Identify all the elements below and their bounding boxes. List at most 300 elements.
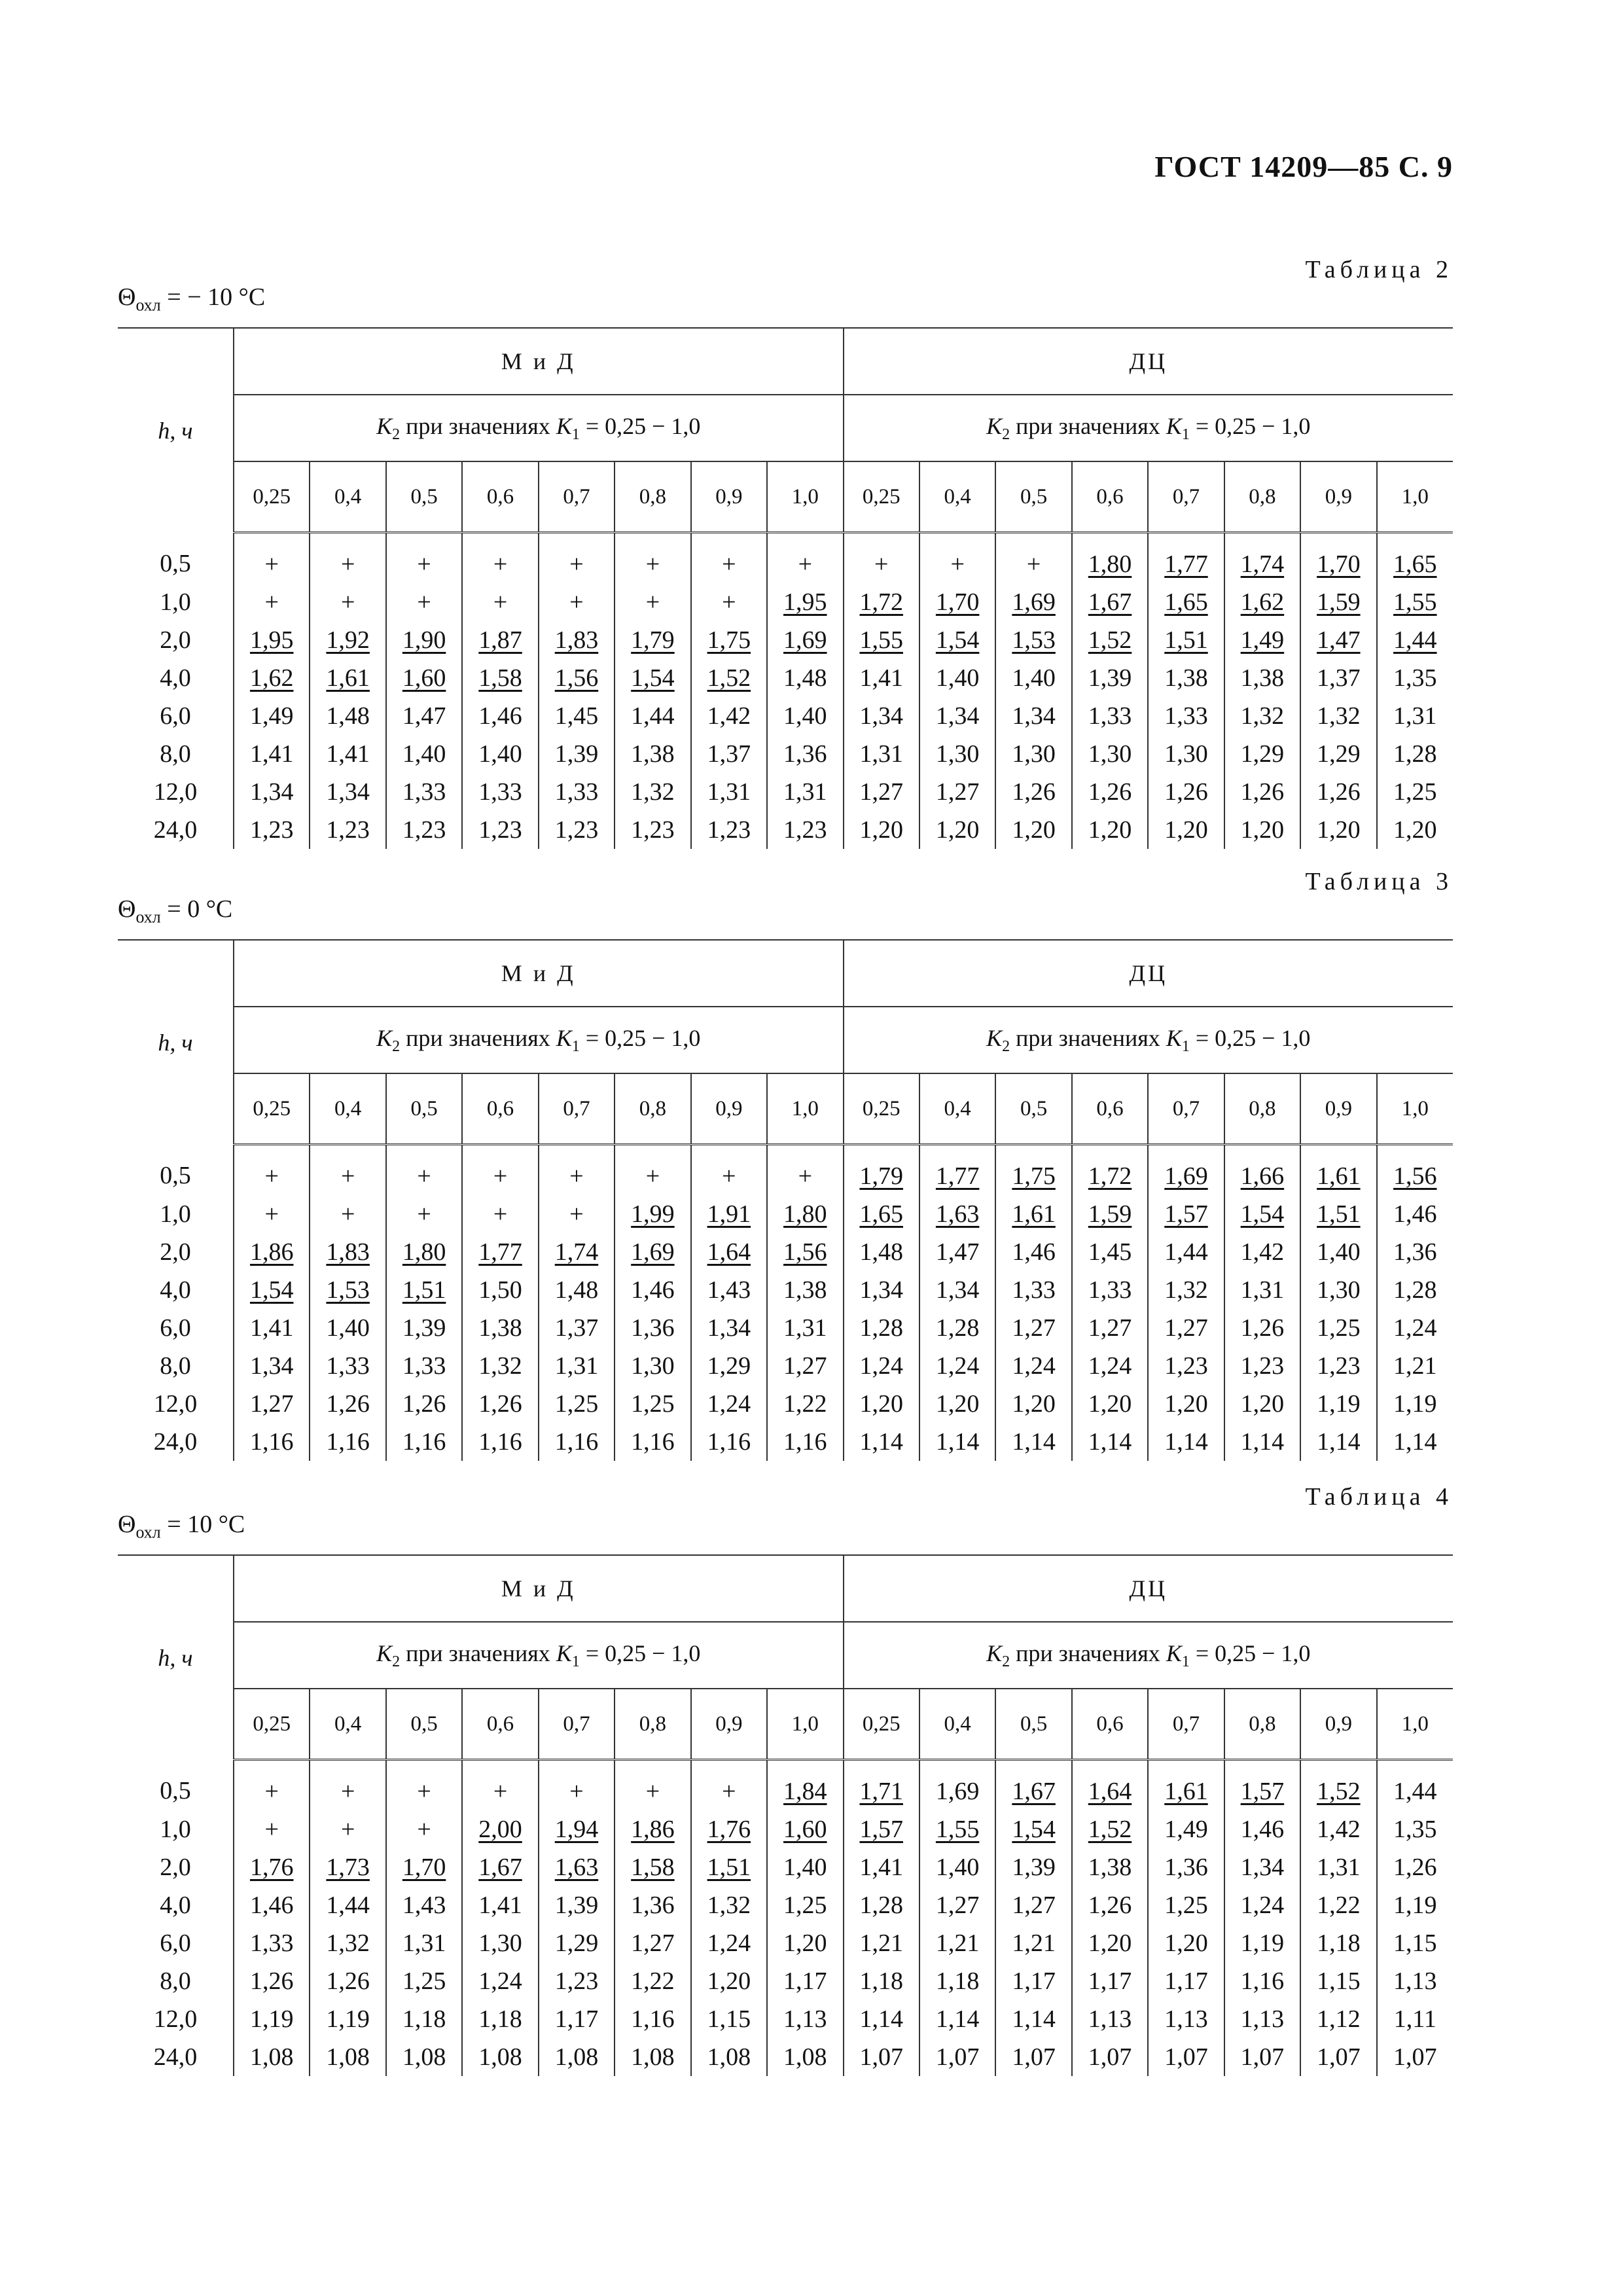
k2-value-cell <box>1072 1385 1148 1423</box>
h-value: 6,0 <box>160 1314 191 1342</box>
k2-value: 1,43 <box>402 1892 446 1919</box>
cooling-temperature-condition <box>118 1510 245 1543</box>
k2-value-cell <box>310 1233 385 1271</box>
k2-value: 1,35 <box>1393 1816 1437 1843</box>
k2-value-cell <box>615 1309 690 1347</box>
k2-value-cell <box>919 1848 995 1886</box>
k2-value: 1,40 <box>478 740 522 768</box>
k2-value: 1,56 <box>554 664 599 692</box>
h-value: 0,5 <box>160 1777 191 1805</box>
k2-label: при значениях <box>406 1024 550 1051</box>
k2-value-cell <box>539 697 615 735</box>
h-value: 8,0 <box>160 740 191 768</box>
k2-value: 1,27 <box>935 778 980 806</box>
k2-value-cell <box>234 659 310 697</box>
k2-value-cell <box>919 697 995 735</box>
k2-value: 1,20 <box>1240 1390 1285 1418</box>
k2-value: 1,27 <box>1164 1314 1208 1342</box>
k2-value: 1,19 <box>326 2005 370 2033</box>
k2-value-cell <box>1300 2000 1376 2038</box>
k2-value-cell <box>1377 659 1453 697</box>
k2-value: 1,07 <box>1012 2043 1056 2071</box>
k2-value-cell <box>539 811 615 849</box>
k2-value: 1,25 <box>1317 1314 1361 1342</box>
k2-value: + <box>569 550 584 578</box>
k2-value-cell <box>1072 1145 1148 1196</box>
k2-value: 1,30 <box>478 1929 522 1957</box>
k2-value-cell <box>1377 773 1453 811</box>
k2-value-cell <box>1072 811 1148 849</box>
k2-value: 1,24 <box>478 1967 522 1995</box>
k2-value-cell <box>1072 1886 1148 1924</box>
k2-value: 1,44 <box>1164 1238 1208 1266</box>
k2-value-cell <box>234 1309 310 1347</box>
table-body <box>118 1760 1453 2077</box>
k2-value-cell <box>539 1886 615 1924</box>
k2-value-cell <box>539 2000 615 2038</box>
k2-value-cell <box>1072 1962 1148 2000</box>
k2-value-cell <box>1377 621 1453 659</box>
k2-value-cell <box>1072 697 1148 735</box>
k2-value-cell <box>995 1385 1071 1423</box>
k2-value-cell <box>1224 621 1300 659</box>
k2-value-cell <box>462 1347 538 1385</box>
k2-value: 1,76 <box>707 1816 751 1843</box>
k2-value: 1,15 <box>1317 1967 1361 1995</box>
k2-value: 1,23 <box>783 816 827 844</box>
k2-value: 1,79 <box>631 626 675 654</box>
k2-value: 1,14 <box>859 1428 903 1456</box>
k2-value-cell <box>386 1962 462 2000</box>
k2-value-cell <box>1224 697 1300 735</box>
k2-value-cell <box>310 1760 385 1811</box>
table-row <box>118 583 1453 621</box>
k2-value: 1,32 <box>326 1929 370 1957</box>
k2-value-cell <box>1224 773 1300 811</box>
k2-value-cell <box>539 533 615 584</box>
k2-value: 1,53 <box>1012 626 1056 654</box>
k2-value-cell <box>462 1848 538 1886</box>
k2-value: 1,48 <box>554 1276 599 1304</box>
k2-value-cell <box>234 1962 310 2000</box>
k2-value: 1,26 <box>1393 1854 1437 1881</box>
k2-value: 1,54 <box>1012 1816 1056 1843</box>
k2-value: 1,26 <box>478 1390 522 1418</box>
k2-value-cell <box>691 2000 767 2038</box>
k2-value: 1,42 <box>707 702 751 730</box>
k2-value: 1,28 <box>1393 1276 1437 1304</box>
k1-value-header: 1,0 <box>1377 1689 1453 1760</box>
k2-value: 1,65 <box>1164 588 1208 616</box>
k2-value-cell <box>1224 1423 1300 1461</box>
k2-value-cell <box>691 583 767 621</box>
k2-value-cell <box>386 1848 462 1886</box>
table-row <box>118 659 1453 697</box>
k2-value-cell <box>1072 2000 1148 2038</box>
k2-value: 1,23 <box>326 816 370 844</box>
k2-value-cell <box>1377 697 1453 735</box>
k2-value: 1,19 <box>1240 1929 1285 1957</box>
k2-label: при значениях <box>406 412 550 439</box>
k2-value-cell <box>1148 2038 1224 2076</box>
table-row <box>118 1347 1453 1385</box>
k2-value: 1,30 <box>631 1352 675 1380</box>
k2-value: 1,14 <box>1164 1428 1208 1456</box>
k2-value: 1,57 <box>1240 1778 1285 1805</box>
k2-value-cell <box>386 621 462 659</box>
k2-value-cell <box>844 659 919 697</box>
k2-value-cell <box>1377 1145 1453 1196</box>
k2-value-cell <box>615 621 690 659</box>
k2-value: 1,20 <box>1240 816 1285 844</box>
k2-value: 1,31 <box>859 740 903 768</box>
k2-value: + <box>645 1778 660 1805</box>
k2-value-cell <box>1072 735 1148 773</box>
k2-value-cell <box>767 1886 843 1924</box>
k2-value-cell <box>844 773 919 811</box>
k2-value: 1,36 <box>631 1892 675 1919</box>
k2-value-cell <box>462 659 538 697</box>
k2-value-cell <box>310 1385 385 1423</box>
table-row <box>118 773 1453 811</box>
k2-value-cell <box>615 1145 690 1196</box>
k2-value: 1,57 <box>859 1816 903 1843</box>
k2-value: + <box>417 1162 431 1190</box>
k2-value: 1,61 <box>1012 1200 1056 1228</box>
k2-value: 1,60 <box>783 1816 827 1843</box>
k2-value: 1,24 <box>707 1929 751 1957</box>
k2-value-cell <box>691 1962 767 2000</box>
k2-value: 1,69 <box>783 626 827 654</box>
k2-value: 1,64 <box>707 1238 751 1266</box>
k2-value: 1,23 <box>249 816 294 844</box>
k2-value-cell <box>1148 1145 1224 1196</box>
k2-value-cell <box>234 1271 310 1309</box>
k2-value-cell <box>995 1271 1071 1309</box>
h-value: 4,0 <box>160 1892 191 1919</box>
k2-value-cell <box>691 621 767 659</box>
k2-value: 1,16 <box>631 2005 675 2033</box>
k2-value-cell <box>691 1810 767 1848</box>
k2-value-cell <box>1300 1962 1376 2000</box>
k2-value-cell <box>1148 1848 1224 1886</box>
h-value: 8,0 <box>160 1352 191 1380</box>
k2-value: 1,23 <box>1240 1352 1285 1380</box>
k2-value: 1,49 <box>1164 1816 1208 1843</box>
k2-value-cell <box>462 1760 538 1811</box>
table-row <box>118 1962 1453 2000</box>
k1-value-header: 0,7 <box>539 461 615 533</box>
k2-value-cell <box>691 1309 767 1347</box>
k2-value: 1,13 <box>1393 1967 1437 1995</box>
k2-value-cell <box>1072 1309 1148 1347</box>
k2-value-cell <box>844 1924 919 1962</box>
k2-value: 1,37 <box>707 740 751 768</box>
k2-value: 1,23 <box>478 816 522 844</box>
k1-value-header: 0,5 <box>386 1689 462 1760</box>
k2-value-cell <box>1148 1924 1224 1962</box>
k2-value: + <box>340 1162 355 1190</box>
k2-value: 1,23 <box>1164 1352 1208 1380</box>
h-value: 1,0 <box>160 588 191 616</box>
cooling-temperature-condition <box>118 895 232 927</box>
k2-value-cell <box>234 1886 310 1924</box>
k2-value: + <box>645 550 660 578</box>
k2-value: 1,33 <box>326 1352 370 1380</box>
k2-value: 1,90 <box>402 626 446 654</box>
k1-value-header: 0,25 <box>844 461 919 533</box>
k1-value-header: 0,6 <box>1072 461 1148 533</box>
k2-value-cell <box>1148 1962 1224 2000</box>
k1-value-header: 0,8 <box>1224 1073 1300 1145</box>
k2-value-cell <box>1072 1195 1148 1233</box>
k2-value: 1,49 <box>249 702 294 730</box>
k2-value: + <box>417 588 431 616</box>
table-row <box>118 1195 1453 1233</box>
k2-value: 1,65 <box>1393 550 1437 578</box>
k2-value-cell <box>1224 1309 1300 1347</box>
k2-value: 1,76 <box>249 1854 294 1881</box>
h-value: 4,0 <box>160 664 191 692</box>
k2-value: + <box>722 588 736 616</box>
k2-value-cell <box>691 697 767 735</box>
k1-value-header: 0,5 <box>995 1073 1071 1145</box>
k2-value: + <box>264 1200 279 1228</box>
k2-value-cell <box>1072 1347 1148 1385</box>
k2-value: 1,16 <box>326 1428 370 1456</box>
k2-value-cell <box>1224 533 1300 584</box>
k2-value: 1,32 <box>631 778 675 806</box>
k2-value-cell <box>995 697 1071 735</box>
k2-value: 1,33 <box>478 778 522 806</box>
h-column-header: h, ч <box>118 328 234 533</box>
h-value: 24,0 <box>153 2043 198 2071</box>
k2-value: 1,26 <box>1240 1314 1285 1342</box>
k2-value: 1,67 <box>478 1854 522 1881</box>
k2-value: 1,95 <box>249 626 294 654</box>
k2-value: 1,34 <box>935 702 980 730</box>
k2-value-cell <box>767 2000 843 2038</box>
k1-value-header: 0,7 <box>1148 461 1224 533</box>
k2-value-cell <box>919 811 995 849</box>
k2-value-cell <box>691 1924 767 1962</box>
h-value: 1,0 <box>160 1200 191 1228</box>
k2-value: 1,69 <box>1164 1162 1208 1190</box>
h-column-header: h, ч <box>118 1555 234 1760</box>
h-value: 4,0 <box>160 1276 191 1304</box>
k2-value-cell <box>844 1760 919 1811</box>
k2-value-cell <box>234 773 310 811</box>
k2-value-cell <box>767 2038 843 2076</box>
k2-value: 1,32 <box>1240 702 1285 730</box>
table-row <box>118 1760 1453 1811</box>
table-caption: Таблица 2 <box>1305 256 1453 283</box>
k2-value: 1,33 <box>1088 1276 1132 1304</box>
k2-value-cell <box>386 1233 462 1271</box>
k2-value-cell <box>919 773 995 811</box>
k2-value-cell <box>539 1233 615 1271</box>
k2-value-cell <box>386 2038 462 2076</box>
k2-value: 1,39 <box>554 1892 599 1919</box>
k2-value-cell <box>1072 1924 1148 1962</box>
k2-value-cell <box>234 1423 310 1461</box>
k1-value-header: 0,25 <box>234 461 310 533</box>
k2-value: 1,54 <box>1240 1200 1285 1228</box>
k2-value: 1,95 <box>783 588 827 616</box>
k2-value: 1,29 <box>554 1929 599 1957</box>
k2-value: 1,16 <box>1240 1967 1285 1995</box>
k2-value-cell <box>462 1271 538 1309</box>
k2-value-cell <box>386 1810 462 1848</box>
k2-value-cell <box>1072 659 1148 697</box>
k1-range: = 0,25 − 1,0 <box>585 412 701 439</box>
h-value: 0,5 <box>160 1162 191 1190</box>
k2-value: 1,51 <box>1164 626 1208 654</box>
condition-value: = − 10 °С <box>160 283 266 311</box>
k2-value: 1,32 <box>478 1352 522 1380</box>
k2-value-cell <box>919 1385 995 1423</box>
k2-value-cell <box>615 1347 690 1385</box>
k2-value-cell <box>462 621 538 659</box>
k2-value: 1,32 <box>707 1892 751 1919</box>
k2-value-cell <box>1072 621 1148 659</box>
k1-value-header: 0,6 <box>462 1073 538 1145</box>
k2-value: 1,21 <box>1393 1352 1437 1380</box>
k2-value-cell <box>234 1195 310 1233</box>
theta-subscript: охл <box>135 1522 161 1542</box>
k2-value: 1,31 <box>783 1314 827 1342</box>
condition-value: = 10 °С <box>160 1511 245 1538</box>
k2-value: 1,65 <box>859 1200 903 1228</box>
k2-value: 1,24 <box>1393 1314 1437 1342</box>
k1-value-header: 1,0 <box>767 461 843 533</box>
h-column-header: h, ч <box>118 940 234 1145</box>
k2-value: + <box>264 550 279 578</box>
k2-value: 1,25 <box>1393 778 1437 806</box>
k2-value: 1,20 <box>859 1390 903 1418</box>
k2-value-cell <box>691 659 767 697</box>
k2-value-cell <box>1224 583 1300 621</box>
k2-value: 1,64 <box>1088 1778 1132 1805</box>
table-row <box>118 1271 1453 1309</box>
k2-value-cell <box>1300 1848 1376 1886</box>
k2-value-cell <box>539 583 615 621</box>
k2-value-cell <box>539 1810 615 1848</box>
k2-value-cell <box>234 2000 310 2038</box>
k2-value: + <box>493 1200 508 1228</box>
k2-value: 1,33 <box>249 1929 294 1957</box>
k2-value-cell <box>615 533 690 584</box>
k2-value-cell <box>1224 2038 1300 2076</box>
k1-value-header: 0,9 <box>691 461 767 533</box>
k2-value-cell <box>767 1309 843 1347</box>
k2-value-cell <box>310 1195 385 1233</box>
k2-value-cell <box>462 1810 538 1848</box>
k2-value: 1,52 <box>707 664 751 692</box>
k2-value-cell <box>1377 1195 1453 1233</box>
k1-value-header: 0,25 <box>234 1689 310 1760</box>
k2-value: 1,62 <box>1240 588 1285 616</box>
k2-value: 1,28 <box>935 1314 980 1342</box>
k2-value-cell <box>1148 1810 1224 1848</box>
k2-value-cell <box>615 1385 690 1423</box>
k2-value-cell <box>615 1848 690 1886</box>
k2-value-cell <box>691 773 767 811</box>
k2-value-cell <box>462 1195 538 1233</box>
k2-label: при значениях <box>1016 1024 1160 1051</box>
k2-value-cell <box>1148 1760 1224 1811</box>
k2-value-cell <box>1300 1347 1376 1385</box>
k2-value-cell <box>615 1760 690 1811</box>
k2-value: 1,21 <box>1012 1929 1056 1957</box>
k2-value-cell <box>234 621 310 659</box>
k2-value: 1,56 <box>1393 1162 1437 1190</box>
k2-value-cell <box>1300 659 1376 697</box>
k2-value-cell <box>234 1385 310 1423</box>
k2-value: 1,33 <box>554 778 599 806</box>
k2-value: + <box>340 1200 355 1228</box>
k2-value: 1,08 <box>478 2043 522 2071</box>
k2-value-cell <box>310 1924 385 1962</box>
k2-value: 1,52 <box>1088 1816 1132 1843</box>
k2-value-cell <box>844 735 919 773</box>
k2-value-cell <box>1224 1385 1300 1423</box>
k2-value-cell <box>310 583 385 621</box>
k2-value-cell <box>919 2000 995 2038</box>
k2-value: + <box>340 588 355 616</box>
k2-value: + <box>569 1162 584 1190</box>
k2-value: 1,58 <box>478 664 522 692</box>
k2-value-cell <box>462 1145 538 1196</box>
k2-value-cell <box>995 1347 1071 1385</box>
k1-value-header: 0,5 <box>386 461 462 533</box>
h-value: 6,0 <box>160 702 191 730</box>
k2-value: 1,23 <box>707 816 751 844</box>
k2-value-cell <box>462 1962 538 2000</box>
k1-values-row <box>118 461 1453 533</box>
k2-value: 1,07 <box>1317 2043 1361 2071</box>
k2-value-cell <box>386 1145 462 1196</box>
k2-value: 1,28 <box>1393 740 1437 768</box>
overload-table <box>118 939 1453 1461</box>
k1-range: = 0,25 − 1,0 <box>585 1024 701 1051</box>
k2-value: 1,73 <box>326 1854 370 1881</box>
k2-value: 1,17 <box>783 1967 827 1995</box>
k2-value: 1,08 <box>249 2043 294 2071</box>
k2-value-cell <box>995 1233 1071 1271</box>
k2-value: + <box>417 1816 431 1843</box>
k2-value: 1,86 <box>249 1238 294 1266</box>
k2-value-cell <box>1300 1423 1376 1461</box>
k2-value: 1,14 <box>859 2005 903 2033</box>
k2-value-cell <box>919 735 995 773</box>
k2-value-cell <box>1300 811 1376 849</box>
k2-value: 1,99 <box>631 1200 675 1228</box>
k2-value: 1,07 <box>1164 2043 1208 2071</box>
k2-value: 1,40 <box>1012 664 1056 692</box>
k2-value: 1,16 <box>402 1428 446 1456</box>
k2-value: 1,20 <box>1393 816 1437 844</box>
k2-value-cell <box>844 811 919 849</box>
k2-value: 1,32 <box>1164 1276 1208 1304</box>
k2-value-cell <box>1300 697 1376 735</box>
k2-value: 1,14 <box>1012 2005 1056 2033</box>
k2-value-cell <box>539 1924 615 1962</box>
k2-value: 1,26 <box>1088 778 1132 806</box>
k2-value-cell <box>386 659 462 697</box>
k2-value-cell <box>1224 1347 1300 1385</box>
k2-value-cell <box>615 697 690 735</box>
